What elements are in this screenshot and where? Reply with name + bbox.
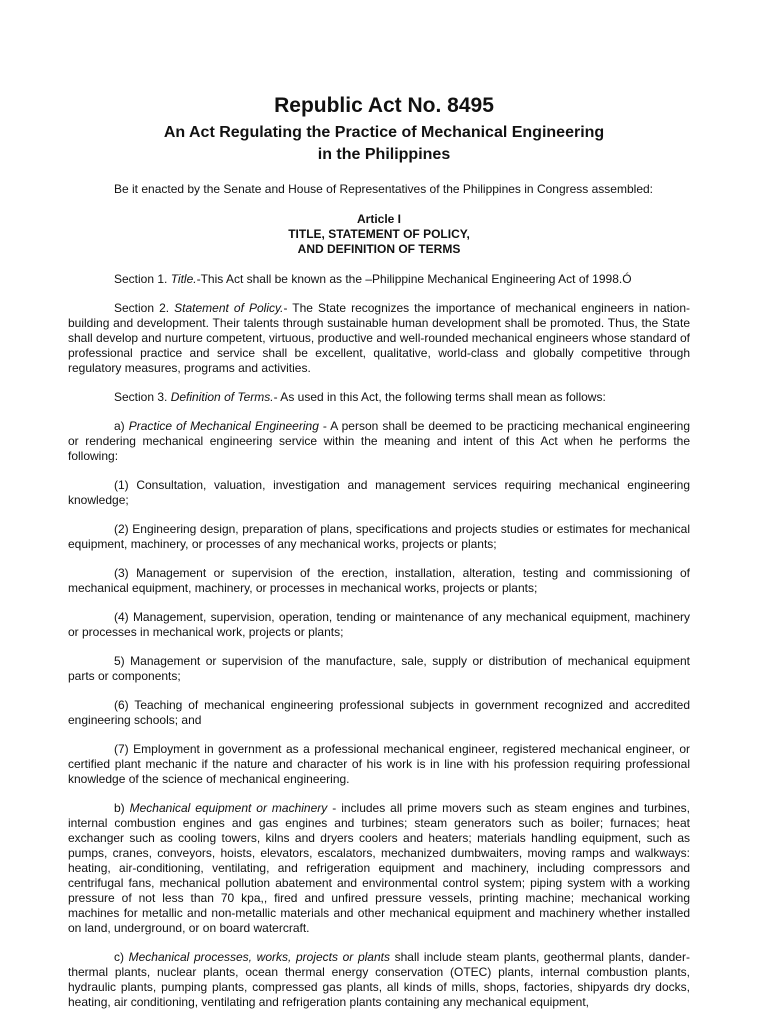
definition-b-text: - includes all prime movers such as steam engines and turbines, internal combustion engines and gas engines and turbines; steam generators such as boiler; furnaces; heat exchanger such as cooling towers, kilns and dryers coolers and heaters; materials handling equipment, such as pumps, cranes, conveyors, hoists, elevators, escalators, mechanized dumbwaiters, moving ramps and walkways: heating, air-conditioning, ventilating, and refrigeration equipment and machinery, including compressors and centrifugal fans, mechanical pollution abatement and environmental control system; piping system with a working pressure of not less than 70 kpa,, fired and unfired pressure vessels, printing machine; mechanical working machines for metallic and non-metallic materials and other mechanical equipment and machinery whether installed on land, underground, or on board watercraft. (68, 801, 690, 935)
section-2-text: - The State recognizes the importance of mechanical engineers in nation- building and development. Their talents through sustainable human development shall be promoted. Thus, the State shall develop and nurture competent, virtuous, productive and well-rounded mechanical engineers whose standard of professional practice and service shall be excellent, qualitative, world-class and globally competitive through regulatory measures, programs and activities. (68, 301, 691, 375)
list-item: (6) Teaching of mechanical engineering professional subjects in government recognized and accredited engineering schools; and (68, 698, 690, 727)
section-3-prefix: Section 3. (114, 390, 171, 404)
section-2 (68, 301, 690, 376)
section-3-text: - As used in this Act, the following terms shall mean as follows: (273, 390, 606, 404)
list-item: (3) Management or supervision of the erection, installation, alteration, testing and commissioning of mechanical equipment, machinery, or processes in mechanical works, projects or plants; (68, 566, 690, 595)
section-3-label: Definition of Terms. (170, 390, 274, 404)
subtitle-line-1: An Act Regulating the Practice of Mechanical Engineering (163, 124, 605, 141)
section-1-prefix: Section 1. (114, 272, 171, 286)
definition-a-label: Practice of Mechanical Engineering (128, 419, 319, 433)
list-item: (7) Employment in government as a professional mechanical engineer, registered mechanical engineer, or certified plant mechanic if the nature and character of his work is in line with his profession requiring professional knowledge of the science of mechanical engineering. (68, 742, 690, 786)
article-heading-line-2: AND DEFINITION OF TERMS (297, 242, 461, 256)
definition-a-text: - A person shall be deemed to be practicing mechanical engineering or rendering mechanical engineering service within the meaning and intent of this Act when he performs the following: (68, 419, 690, 463)
enactment-clause: Be it enacted by the Senate and House of Representatives of the Philippines in Congress assembled: (114, 182, 653, 196)
section-1 (68, 272, 690, 287)
list-item: (1) Consultation, valuation, investigation and management services requiring mechanical engineering knowledge; (68, 478, 690, 507)
definition-c (68, 950, 690, 1010)
definition-c-prefix: c) (114, 950, 129, 964)
article-heading-line-1: TITLE, STATEMENT OF POLICY, (288, 227, 470, 241)
list-item: (2) Engineering design, preparation of plans, specifications and projects studies or estimates for mechanical equipment, machinery, or processes of any mechanical works, projects or plants; (68, 522, 690, 551)
definition-c-text: shall include steam plants, geothermal plants, dander-thermal plants, nuclear plants, ocean thermal energy conservation (OTEC) plants, internal combustion plants, hydraulic plants, pumping plants, compressed gas plants, all kinds of mills, shops, factories, shipyards dry docks, heating, air conditioning, ventilating and refrigeration plants containing any mechanical equipment, (68, 950, 690, 1009)
definition-a (68, 419, 690, 464)
section-1-text: -This Act shall be known as the –Philippine Mechanical Engineering Act of 1998.Ó (196, 272, 632, 286)
list-item: (4) Management, supervision, operation, tending or maintenance of any mechanical equipment, machinery or processes in mechanical work, projects or plants; (68, 610, 690, 639)
definition-c-label: Mechanical processes, works, projects or plants (128, 950, 390, 964)
section-2-label: Statement of Policy. (174, 301, 284, 315)
section-3 (68, 390, 690, 405)
definition-b-label: Mechanical equipment or machinery (129, 801, 328, 815)
definition-b (68, 801, 690, 936)
section-1-label: Title. (170, 272, 197, 286)
document-body (68, 182, 690, 1024)
list-item: 5) Management or supervision of the manufacture, sale, supply or distribution of mechanical equipment parts or components; (68, 654, 690, 683)
document-subtitle (0, 122, 768, 166)
document-title: Republic Act No. 8495 (274, 94, 494, 117)
section-2-prefix: Section 2. (114, 301, 175, 315)
definition-b-prefix: b) (114, 801, 130, 815)
definition-a-prefix: a) (114, 419, 129, 433)
article-number: Article I (356, 212, 401, 226)
article-heading (68, 212, 690, 257)
subtitle-line-2: in the Philippines (317, 146, 451, 163)
